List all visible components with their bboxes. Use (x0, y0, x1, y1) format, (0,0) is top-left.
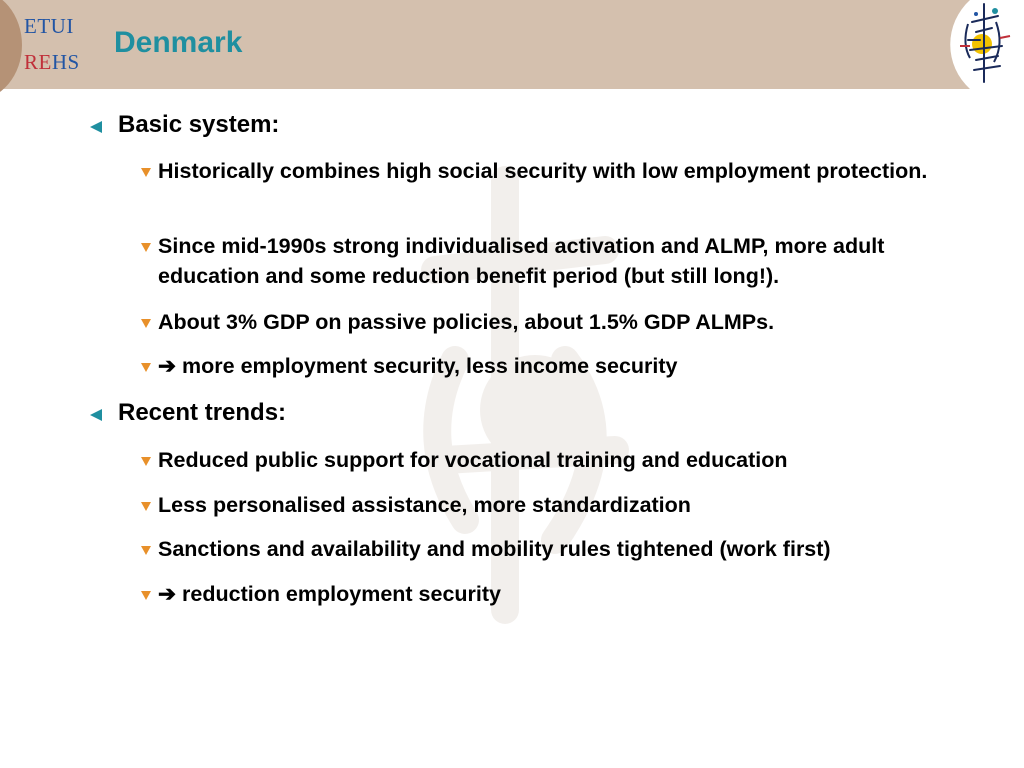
bullet-text: Historically combines high social security with low employment protection. (158, 159, 928, 183)
bullet-text: more employment security, less income security (182, 354, 678, 378)
bullet-text: Basic system: (118, 111, 280, 138)
triangle-down-icon (140, 167, 152, 178)
bullet-text-row (158, 351, 978, 381)
triangle-down-icon (140, 590, 152, 601)
logo-letters-hs: HS (51, 50, 80, 74)
logo-arc (0, 0, 22, 100)
logo-letter-e: E (38, 50, 52, 74)
bullet-text: Less personalised assistance, more standardization (158, 493, 691, 517)
bullet-text: Since mid-1990s strong individualised activation and ALMP, more adult education and some reduction benefit period (but still long!). (158, 234, 885, 288)
logo-letter-r: R (24, 50, 39, 74)
bullet-text-row (158, 579, 978, 609)
page-title: Denmark (114, 26, 243, 59)
arrow-right-icon: ➔ (158, 582, 177, 606)
triangle-down-icon (140, 318, 152, 329)
logo-line-etui: ETUI (24, 14, 74, 38)
triangle-left-icon (89, 120, 103, 134)
bullet-text: About 3% GDP on passive policies, about 1.5% GDP ALMPs. (158, 310, 775, 334)
triangle-down-icon (140, 242, 152, 253)
slide-header (0, 0, 1024, 89)
bullet-text: reduction employment security (182, 582, 502, 606)
triangle-down-icon (140, 362, 152, 373)
arrow-right-icon: ➔ (158, 354, 177, 378)
triangle-left-icon (89, 408, 103, 422)
bullet-text: Reduced public support for vocational training and education (158, 448, 788, 472)
figure-emblem-icon (940, 0, 1024, 89)
triangle-down-icon (140, 456, 152, 467)
etui-rehs-logo (0, 0, 90, 89)
triangle-down-icon (140, 501, 152, 512)
bullet-text: Sanctions and availability and mobility rules tightened (work first) (158, 537, 831, 561)
bullet-text: Recent trends: (118, 399, 287, 426)
triangle-down-icon (140, 545, 152, 556)
logo-line-rehs (24, 50, 80, 75)
